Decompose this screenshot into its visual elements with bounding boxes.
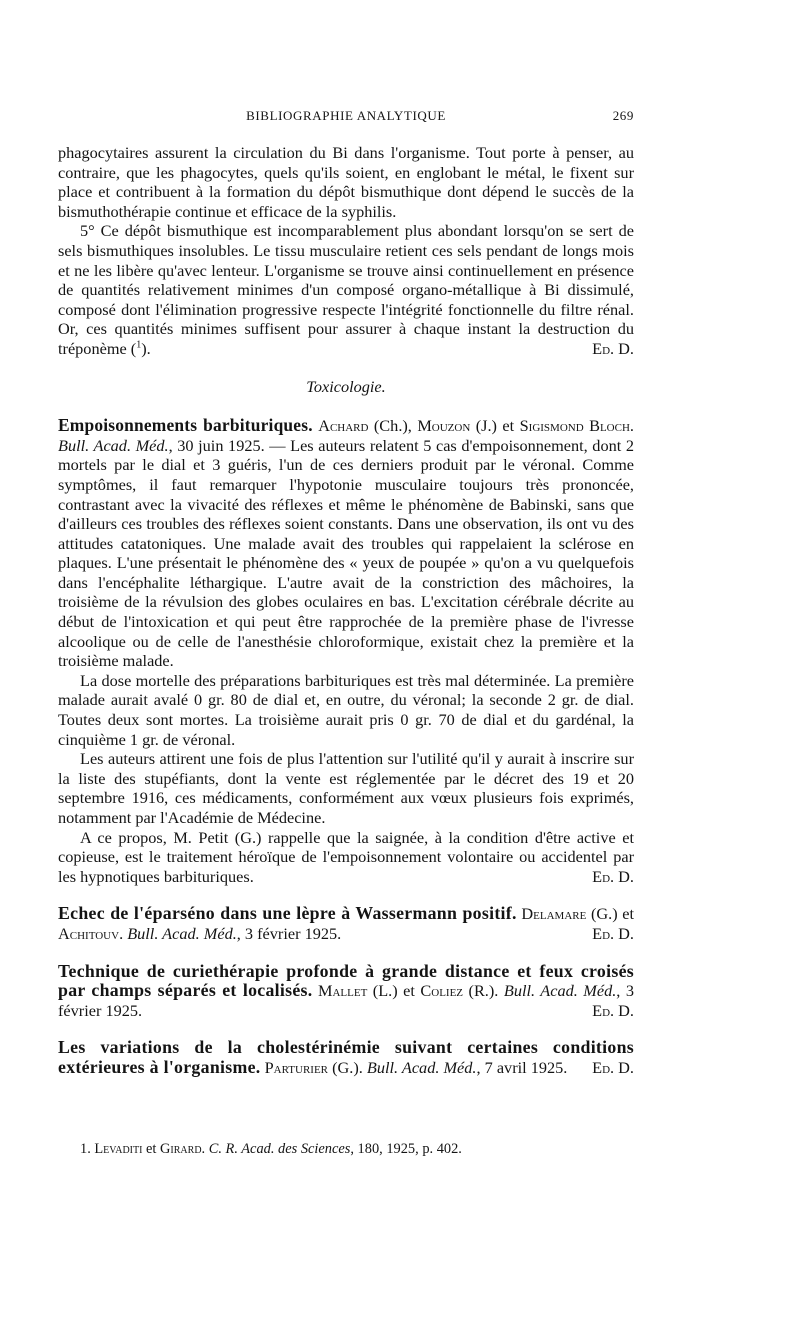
intro-paragraph-2 [58,221,634,358]
journal-name: Bull. Acad. Méd. [127,923,237,943]
entry-title: Empoisonnements barbituriques. [58,415,313,436]
journal-name: Bull. Acad. Méd. [366,1057,477,1077]
entry-text: A ce propos, M. Petit (G.) rappelle que la saignée, à la condition d'être active et copieuse, est le traitement héroïque de l'empoisonnement volontaire ou accidentel par les hypnotiques barbituriques. [58,827,634,886]
publication-date: , 7 avril 1925. [476,1057,568,1077]
entry-title: Echec de l'éparséno dans une lèpre à Wassermann positif. [58,903,517,924]
intro-paragraph-2-text: 5° Ce dépôt bismuthique est incomparablement plus abondant lorsqu'on se sert de sels bismuthiques insolubles. Le tissu musculaire retient ces sels pendant de longs mois et ne les libère qu'avec lenteur. L'organisme se trouve ainsi continuellement en présence de quantités relativement minimes d'un composé organo-métallique à Bi dissimulé, composé dont l'élimination progressive respecte l'intégrité fonctionnelle du filtre rénal. Or, ces quantités minimes suffisent pour assurer à chaque instant la destruction du tréponème ( [58,221,634,358]
publication-date: , 3 février 1925. [58,981,635,1020]
page-body [58,143,634,1078]
author-name: Mouzon [417,416,471,436]
entry-paragraph [58,416,634,671]
journal-name: Bull. Acad. Méd. [503,981,617,1001]
entry [58,904,634,943]
author-name: Delamare [521,904,587,924]
entry-title: Technique de curiethérapie profonde à grande distance et feux croisés par champs séparés et localisés. [58,960,634,1001]
entry-paragraph [58,904,634,943]
author-initials: (J.) et [470,416,520,436]
separator: . [119,923,128,943]
entry-paragraph [58,962,634,1021]
entry-paragraph: La dose mortelle des préparations barbituriques est très mal déterminée. La première malade aurait avalé 0 gr. 80 de dial et, en outre, du véronal; la seconde 2 gr. de dial. Toutes deux sont mortes. La troisième aurait pris 0 gr. 70 de dial et du gardénal, la cinquième 1 gr. de véronal. [58,670,634,749]
footnote-marker: 1. [80,1141,95,1157]
author-initials: (R.). [463,981,504,1001]
author-initials: (G.) et [586,904,635,924]
author-initials: (G.). [328,1057,367,1077]
author-name: Sigismond Bloch [519,416,630,436]
footnote [58,1140,634,1160]
author-name: Parturier [264,1057,329,1077]
author-initials: (L.) et [367,981,421,1001]
entry [58,416,634,886]
running-head [58,106,634,126]
entry [58,962,634,1021]
entry-text: Les auteurs relatent 5 cas d'empoisonnement, dont 2 mortels par le dial et 3 guéris, l'un de ces derniers produit par le véronal. Comme symptômes, il faut remarquer l'hypotonie musculaire toujours très prononcée, contrastant avec la vivacité des réflexes et même le phénomène de Babinski, sans que d'ailleurs ces troubles des réflexes soient constants. Dans une observation, ils ont vu des attitudes catatoniques. Une malade avait des troubles qui rappelaient la sclérose en plaques. L'une présentait le phénomène des « yeux de poupée » qu'on a vu quelquefois dans l'encéphalite léthargique. L'autre avait de la constriction des mâchoires, la troisième de la révulsion des globes oculaires en bas. L'excitation cérébrale décrite au début de l'intoxication et qui peut être rapprochée de la première phase de l'ivresse alcoolique ou de celle de l'anesthésie chloroformique, existait chez la première et la troisième malade. [58,435,634,671]
journal-name: C. R. Acad. des Sciences [208,1141,351,1157]
author-name: Girard [160,1141,202,1157]
intro-paragraph-2-end: ). [141,338,151,358]
signature: Ed. D. [592,923,634,943]
entry-paragraph: Les auteurs attirent une fois de plus l'attention sur l'utilité qu'il y aurait à inscrire sur la liste des stupéfiants, dont la vente est réglementée par le décret des 19 et 20 septembre 1916, ces médicaments, conformément aux vœux plusieurs fois exprimés, notamment par l'Académie de Médecine. [58,749,634,827]
running-title: BIBLIOGRAPHIE ANALYTIQUE [246,108,446,123]
section-heading: Toxicologie. [306,376,386,396]
signature: Ed. D. [592,866,634,886]
author-name: Coliez [420,981,464,1001]
author-name: Mallet [318,981,368,1001]
publication-date: , 3 février 1925. [236,923,342,943]
publication-date: , 30 juin 1925. — [168,435,291,455]
separator: . [201,1141,209,1157]
separator: . [629,416,634,436]
author-name: Levaditi [94,1141,143,1157]
entry-title: Les variations de la cholestérinémie suivant certaines conditions extérieures à l'organisme. [58,1037,634,1077]
entry-paragraph [58,1038,634,1077]
journal-name: Bull. Acad. Méd. [58,435,169,455]
signature: Ed. D. [592,1057,634,1077]
author-name: Achard [318,416,369,436]
entry [58,1038,634,1077]
reference-details: , 180, 1925, p. 402. [350,1141,462,1157]
signature: Ed. D. [592,1000,634,1020]
author-name: Achitouv [58,923,120,943]
intro-paragraph-1: phagocytaires assurent la circulation du Bi dans l'organisme. Tout porte à penser, au contraire, que les phagocytes, quels qu'ils soient, en englobant le métal, le fixent sur place et contribuent à la formation du dépôt bismuthique dont dépend le succès de la bismuthothérapie continue et efficace de la syphilis. [58,143,634,221]
page-number: 269 [612,108,634,123]
conjunction: et [142,1141,161,1157]
signature: Ed. D. [592,338,634,358]
author-initials: (Ch.), [368,416,418,436]
footnote-ref: 1 [136,339,142,351]
entry-paragraph [58,828,634,887]
